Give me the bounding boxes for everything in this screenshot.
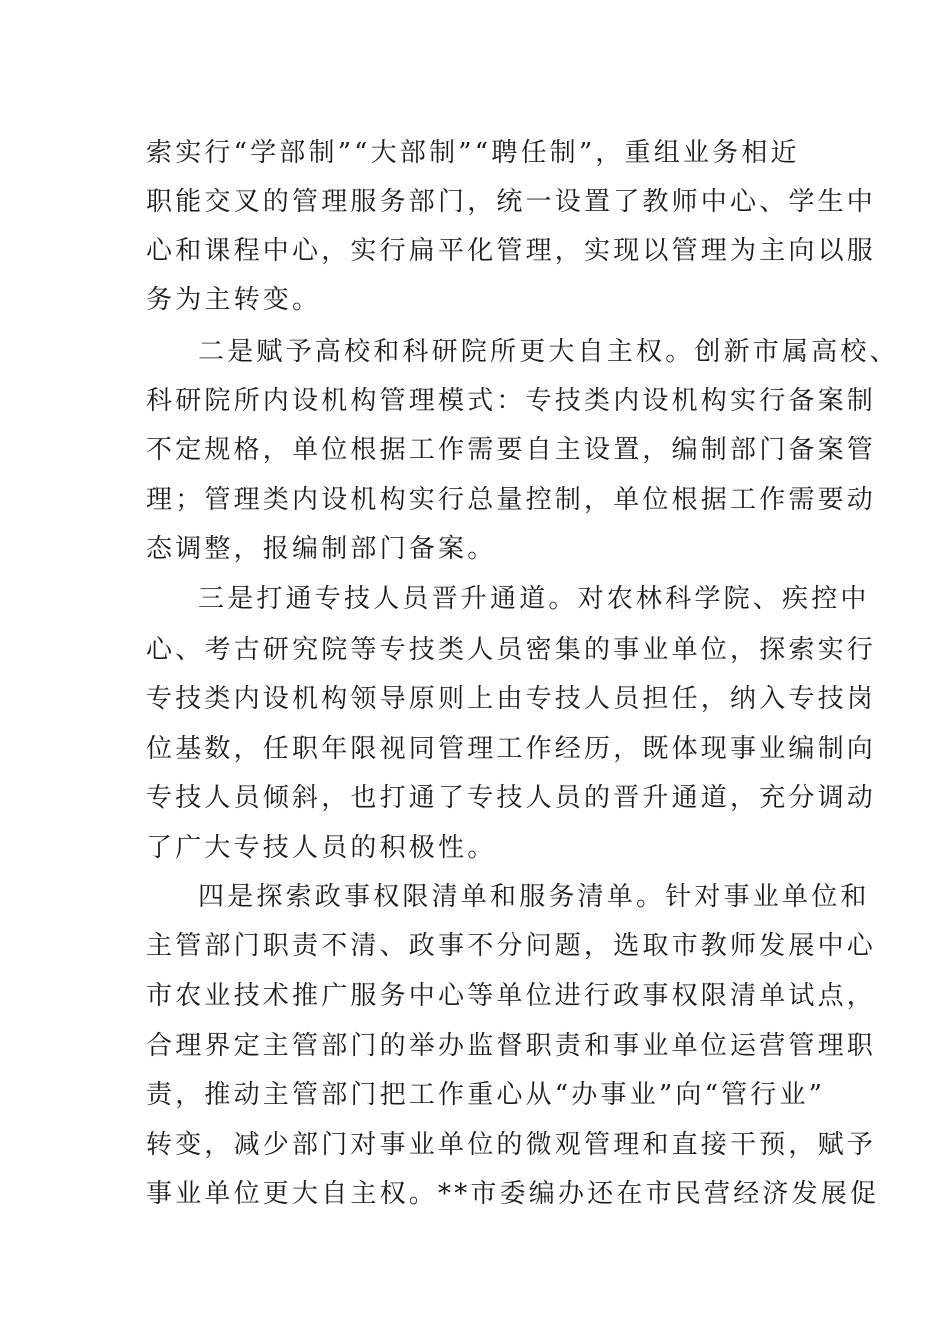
text-line: 务为主转变。: [146, 285, 322, 315]
paragraph-first-line: 三是打通专技人员晋升通道。对农林科学院、疾控中: [198, 584, 870, 614]
text-line: 专技人员倾斜，也打通了专技人员的晋升通道，充分调动: [146, 783, 877, 813]
text-line: 转变，减少部门对事业单位的微观管理和直接干预，赋予: [146, 1130, 877, 1160]
text-line: 索实行“学部制”“大部制”“聘任制”，重组业务相近: [146, 138, 800, 168]
text-line: 责，推动主管部门把工作重心从“办事业”向“管行业”: [146, 1080, 826, 1110]
paragraph-first-line: 二是赋予高校和科研院所更大自主权。创新市属高校、: [198, 337, 899, 367]
text-line: 事业单位更大自主权。**市委编办还在市民营经济发展促: [146, 1179, 880, 1209]
text-line: 心和课程中心，实行扁平化管理，实现以管理为主向以服: [146, 236, 877, 266]
text-line: 态调整，报编制部门备案。: [146, 534, 497, 564]
text-line: 了广大专技人员的积极性。: [146, 833, 497, 863]
text-line: 心、考古研究院等专技类人员密集的事业单位，探索实行: [146, 635, 877, 665]
text-line: 科研院所内设机构管理模式：专技类内设机构实行备案制: [146, 386, 877, 416]
text-line: 理；管理类内设机构实行总量控制，单位根据工作需要动: [146, 485, 877, 515]
text-line: 职能交叉的管理服务部门，统一设置了教师中心、学生中: [146, 187, 877, 217]
text-line: 专技类内设机构领导原则上由专技人员担任，纳入专技岗: [146, 684, 877, 714]
text-line: 市农业技术推广服务中心等单位进行政事权限清单试点，: [146, 981, 877, 1011]
paragraph-first-line: 四是探索政事权限清单和服务清单。针对事业单位和: [198, 882, 870, 912]
text-line: 不定规格，单位根据工作需要自主设置，编制部门备案管: [146, 435, 877, 465]
text-line: 位基数，任职年限视同管理工作经历，既体现事业编制向: [146, 734, 877, 764]
text-line: 主管部门职责不清、政事不分问题，选取市教师发展中心: [146, 931, 877, 961]
text-line: 合理界定主管部门的举办监督职责和事业单位运营管理职: [146, 1031, 877, 1061]
